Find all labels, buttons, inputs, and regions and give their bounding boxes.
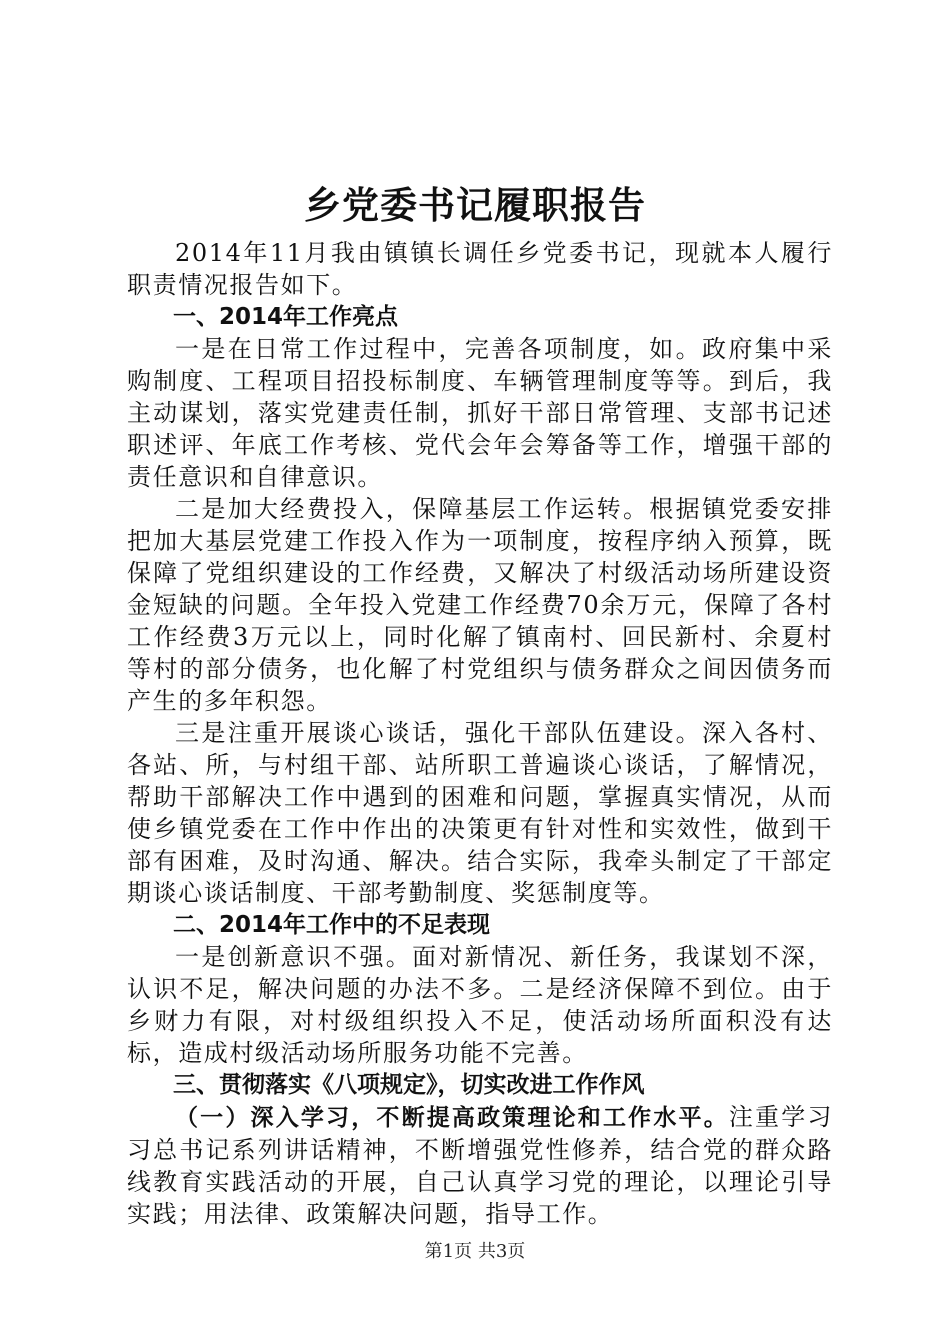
section-heading-eight-rules: 三、贯彻落实《八项规定》，切实改进工作作风 [173, 1072, 645, 1098]
eight-rules-lead: （一）深入学习，不断提高政策理论和工作水平。 [175, 1105, 729, 1131]
highlights-paragraph-3: 三是注重开展谈心谈话，强化干部队伍建设。深入各村、各站、所，与村组干部、站所职工普遍谈心谈话，了解情况，帮助干部解决工作中遇到的困难和问题，掌握真实情况，从而使乡镇党委在工作中作出的决策更有针对性和实效性，做到干部有困难，及时沟通、解决。结合实际，我牵头制定了干部定期谈心谈话制度、干部考勤制度、奖惩制度等。 [127, 719, 833, 907]
document-title: 乡党委书记履职报告 [304, 184, 646, 227]
page-footer: 第1页 共3页 [424, 1241, 526, 1262]
section-heading-highlights: 一、2014年工作亮点 [173, 304, 399, 330]
document-body [127, 237, 833, 1230]
highlights-paragraph-2: 二是加大经费投入，保障基层工作运转。根据镇党委安排把加大基层党建工作投入作为一项制度，按程序纳入预算，既保障了党组织建设的工作经费，又解决了村级活动场所建设资金短缺的问题。全年投入党建工作经费70余万元，保障了各村工作经费3万元以上，同时化解了镇南村、回民新村、余夏村等村的部分债务，也化解了村党组织与债务群众之间因债务而产生的多年积怨。 [127, 495, 833, 715]
eight-rules-text: 注重学习习总书记系列讲话精神，不断增强党性修养，结合党的群众路线教育实践活动的开展，自己认真学习党的理论，以理论引导实践；用法律、政策解决问题，指导工作。 [127, 1103, 834, 1228]
highlights-paragraph-1: 一是在日常工作过程中，完善各项制度，如。政府集中采购制度、工程项目招投标制度、车辆管理制度等等。到后，我主动谋划，落实党建责任制，抓好干部日常管理、支部书记述职述评、年底工作考核、党代会年会筹备等工作，增强干部的责任意识和自律意识。 [127, 335, 833, 491]
shortcomings-paragraph: 一是创新意识不强。面对新情况、新任务，我谋划不深，认识不足，解决问题的办法不多。二是经济保障不到位。由于乡财力有限，对村级组织投入不足，使活动场所面积没有达标，造成村级活动场所服务功能不完善。 [127, 943, 833, 1067]
intro-paragraph: 2014年11月我由镇镇长调任乡党委书记，现就本人履行职责情况报告如下。 [127, 239, 833, 299]
section-heading-shortcomings: 二、2014年工作中的不足表现 [173, 912, 491, 938]
eight-rules-paragraph [127, 1101, 833, 1230]
